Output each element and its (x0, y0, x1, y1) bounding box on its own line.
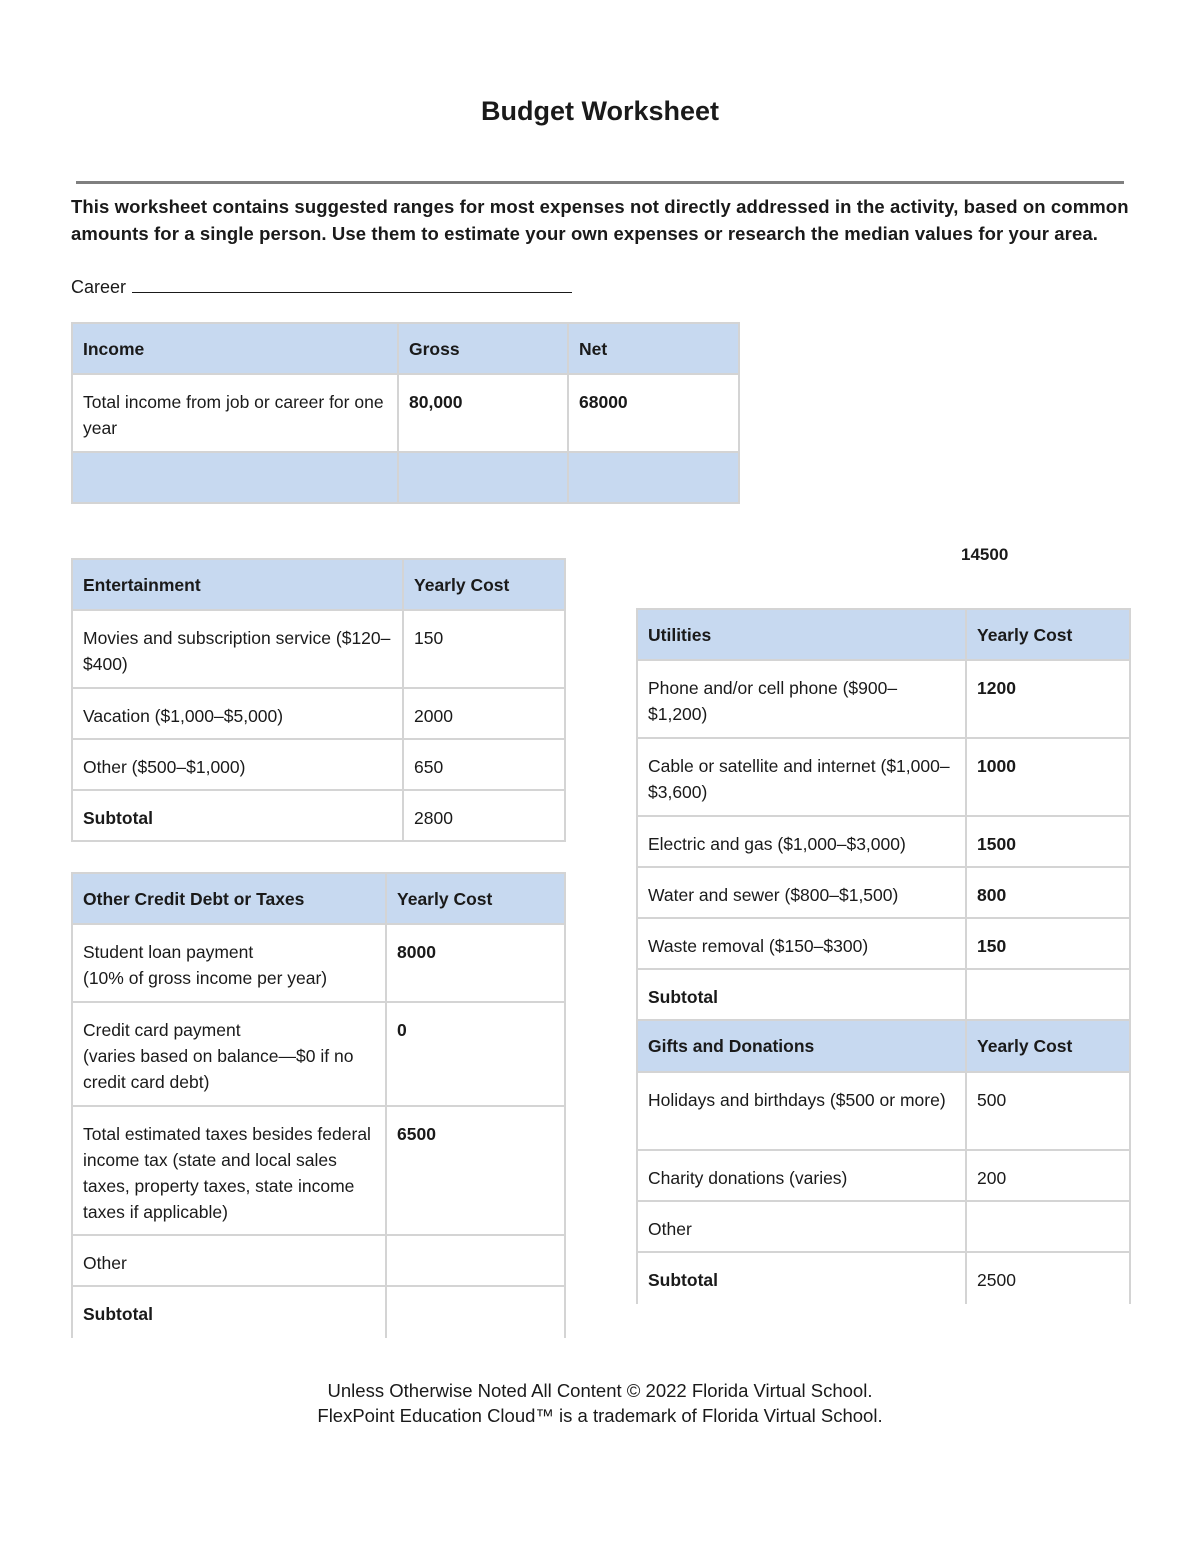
table-row-value[interactable]: 650 (403, 739, 565, 790)
net-header: Net (568, 323, 739, 374)
table-row-value[interactable]: 800 (966, 867, 1130, 918)
footer-copyright: Unless Otherwise Noted All Content © 2022 Florida Virtual School. (327, 1380, 873, 1401)
table-row-label: Charity donations (varies) (637, 1150, 966, 1201)
intro-text: This worksheet contains suggested ranges for most expenses not directly addressed in the activity, based on common amounts for a single person. Use them to estimate your own expenses or research the median values for your area. (71, 196, 1129, 244)
table-row-value[interactable]: 0 (386, 1002, 565, 1106)
student-loan-note: (10% of gross income per year) (83, 968, 328, 988)
credit-table (71, 872, 566, 1338)
credit-card-note: (varies based on balance—$0 if no credit card debt) (83, 1046, 354, 1092)
utilities-header: Utilities (637, 609, 966, 660)
income-empty-cell (72, 452, 398, 503)
table-row-value[interactable]: 1200 (966, 660, 1130, 738)
page-title: Budget Worksheet (480, 96, 720, 126)
table-row-label: Holidays and birthdays ($500 or more) (637, 1072, 966, 1150)
table-row-value[interactable]: 2000 (403, 688, 565, 739)
loose-number: 14500 (961, 545, 1009, 564)
table-row-value[interactable]: 6500 (386, 1106, 565, 1235)
career-field (71, 272, 572, 300)
table-row-value[interactable]: 150 (966, 918, 1130, 969)
credit-header: Other Credit Debt or Taxes (72, 873, 386, 924)
career-label: Career (71, 277, 127, 297)
footer-trademark: FlexPoint Education Cloud™ is a trademark of Florida Virtual School. (317, 1405, 883, 1426)
yearly-cost-header: Yearly Cost (966, 609, 1130, 660)
title-rule (76, 181, 1124, 184)
table-row-value[interactable] (966, 1201, 1130, 1252)
table-row-label: Waste removal ($150–$300) (637, 918, 966, 969)
career-input-line[interactable] (132, 272, 572, 293)
table-row-label: Cable or satellite and internet ($1,000–$3,600) (637, 738, 966, 816)
table-row-value[interactable]: 500 (966, 1072, 1130, 1150)
table-row-label: Other ($500–$1,000) (72, 739, 403, 790)
table-row-value[interactable]: 8000 (386, 924, 565, 1002)
table-row-label: Other (72, 1235, 386, 1286)
yearly-cost-header: Yearly Cost (403, 559, 565, 610)
yearly-cost-header: Yearly Cost (966, 1020, 1130, 1072)
subtotal-value[interactable]: 2800 (403, 790, 565, 841)
income-header: Income (72, 323, 398, 374)
subtotal-label: Subtotal (637, 969, 966, 1020)
table-row-value[interactable]: 150 (403, 610, 565, 688)
utilities-table (636, 608, 1131, 1304)
subtotal-value[interactable] (386, 1286, 565, 1338)
subtotal-value[interactable] (966, 969, 1130, 1020)
subtotal-label: Subtotal (72, 790, 403, 841)
gifts-header: Gifts and Donations (637, 1020, 966, 1072)
table-row-label (72, 1002, 386, 1106)
yearly-cost-header: Yearly Cost (386, 873, 565, 924)
table-row-value[interactable]: 1000 (966, 738, 1130, 816)
income-empty-cell (568, 452, 739, 503)
table-row-value[interactable] (386, 1235, 565, 1286)
footer (0, 1378, 1200, 1428)
subtotal-label: Subtotal (637, 1252, 966, 1304)
table-row-value[interactable]: 200 (966, 1150, 1130, 1201)
table-row-label: Movies and subscription service ($120–$400) (72, 610, 403, 688)
table-row-value[interactable]: 1500 (966, 816, 1130, 867)
income-row-label: Total income from job or career for one year (72, 374, 398, 452)
table-row-label: Water and sewer ($800–$1,500) (637, 867, 966, 918)
gross-header: Gross (398, 323, 568, 374)
entertainment-header: Entertainment (72, 559, 403, 610)
table-row-label: Total estimated taxes besides federal income tax (state and local sales taxes, property taxes, state income taxes if applicable) (72, 1106, 386, 1235)
table-row-label: Other (637, 1201, 966, 1252)
table-row-label: Electric and gas ($1,000–$3,000) (637, 816, 966, 867)
table-row-label (72, 924, 386, 1002)
table-row-label: Vacation ($1,000–$5,000) (72, 688, 403, 739)
income-empty-cell (398, 452, 568, 503)
net-value[interactable]: 68000 (568, 374, 739, 452)
credit-card-label: Credit card payment (83, 1020, 241, 1040)
subtotal-value[interactable]: 2500 (966, 1252, 1130, 1304)
subtotal-label: Subtotal (72, 1286, 386, 1338)
entertainment-table (71, 558, 566, 842)
gross-value[interactable]: 80,000 (398, 374, 568, 452)
table-row-label: Phone and/or cell phone ($900–$1,200) (637, 660, 966, 738)
income-table (71, 322, 740, 504)
student-loan-label: Student loan payment (83, 942, 254, 962)
